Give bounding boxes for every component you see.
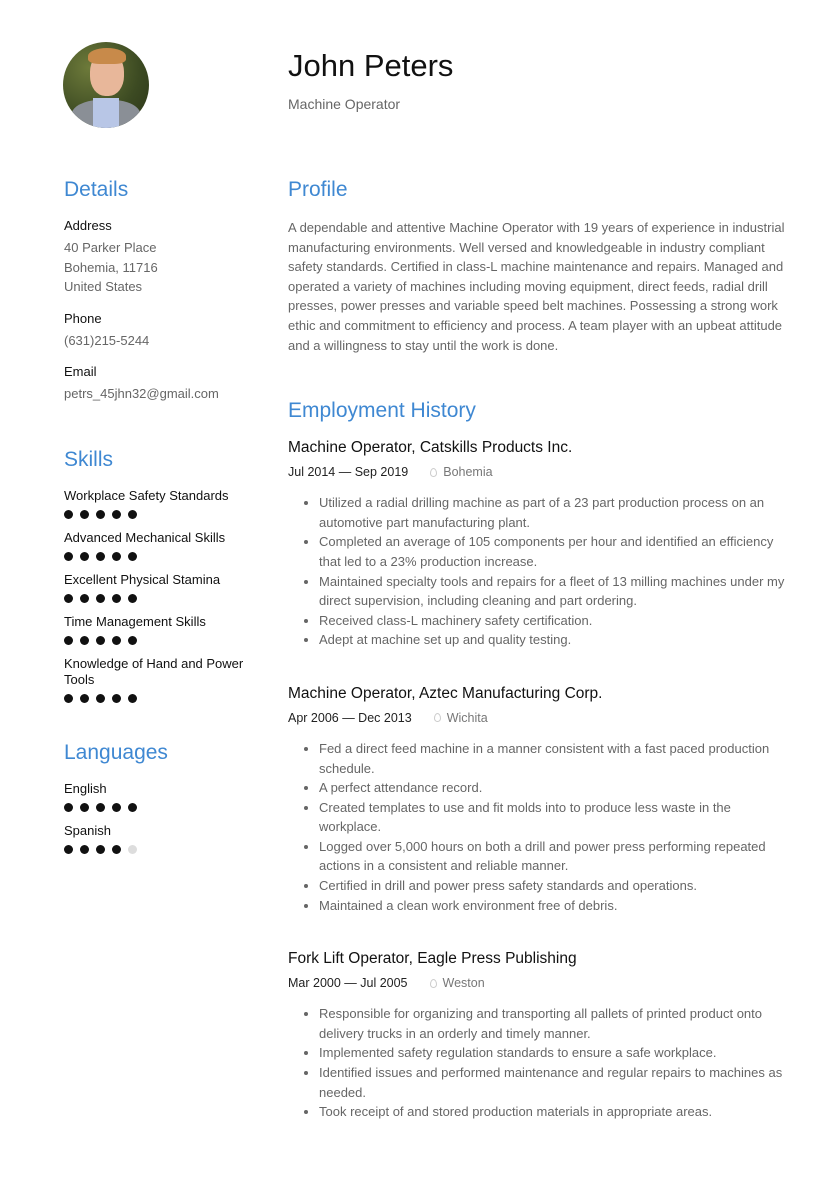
email-section (64, 364, 264, 404)
rating-dot-filled (80, 803, 89, 812)
profile-photo (63, 42, 149, 128)
rating-dot-filled (64, 552, 73, 561)
job-bullet: Certified in drill and power press safety standards and operations. (302, 876, 793, 896)
phone-label: Phone (64, 310, 102, 326)
skill-item (64, 614, 264, 645)
job-location (434, 711, 488, 725)
address-line: Bohemia, 11716 (64, 259, 158, 275)
rating-dot-filled (128, 803, 137, 812)
job-bullet: Maintained a clean work environment free of debris. (302, 896, 793, 916)
job-bullet: Took receipt of and stored production materials in appropriate areas. (302, 1102, 793, 1122)
main-content (288, 178, 793, 1157)
skill-name: Knowledge of Hand and Power Tools (64, 655, 244, 687)
location-pin-icon (430, 468, 437, 477)
job-location-text: Wichita (446, 710, 488, 725)
rating-dot-filled (96, 594, 105, 603)
skill-name: Workplace Safety Standards (64, 487, 229, 503)
job-bullet: Adept at machine set up and quality testing. (302, 630, 793, 650)
job-bullet: Identified issues and performed maintenance and regular repairs to machines as needed. (302, 1063, 793, 1102)
skills-list (64, 488, 264, 703)
skill-item (64, 656, 264, 703)
rating-dot-filled (96, 694, 105, 703)
job-bullet: Implemented safety regulation standards to ensure a safe workplace. (302, 1043, 793, 1063)
skill-item (64, 530, 264, 561)
job-entry (288, 950, 793, 1122)
rating-dot-filled (112, 694, 121, 703)
rating-dot-filled (64, 803, 73, 812)
address-line: United States (64, 279, 143, 294)
job-location-text: Weston (442, 976, 485, 991)
address-line: 40 Parker Place (64, 240, 157, 255)
rating-dot-filled (128, 510, 137, 519)
rating-dot-filled (128, 636, 137, 645)
rating-dot-filled (64, 594, 73, 603)
job-meta (288, 465, 793, 479)
rating-dot-filled (112, 594, 121, 603)
rating-dot-filled (64, 636, 73, 645)
job-bullets (288, 493, 793, 650)
job-title: Machine Operator (288, 96, 401, 112)
rating-dots (64, 694, 264, 703)
job-meta (288, 711, 793, 725)
languages-list (64, 781, 264, 854)
language-name: English (64, 780, 107, 796)
phone-value: (631)215-5244 (64, 332, 150, 348)
rating-dot-filled (96, 636, 105, 645)
rating-dots (64, 510, 264, 519)
job-bullet: Received class-L machinery safety certification. (302, 611, 793, 631)
details-heading: Details (64, 178, 129, 201)
location-pin-icon (434, 713, 441, 722)
address-section (64, 218, 264, 297)
rating-dot-filled (80, 510, 89, 519)
profile-heading: Profile (288, 178, 348, 201)
rating-dot-filled (112, 636, 121, 645)
job-bullet: Maintained specialty tools and repairs for a fleet of 13 milling machines under my direct supervision, including cleaning and part ordering. (302, 572, 793, 611)
skill-item (64, 488, 264, 519)
profile-text: A dependable and attentive Machine Operator with 19 years of experience in industrial manufacturing environments. Well versed and knowledgeable in industry compliant safety standards. Certified in class-L machine maintenance and repairs. Managed and operated a variety of machines including moving equipment, direct feeds, radial drill presses, power presses and variable speed belt machines. Possessing a strong work ethic and commitment to efficiency and process. A team player with an upbeat attitude and a willingness to stay until the work is done. (288, 220, 785, 353)
job-bullet: A perfect attendance record. (302, 778, 793, 798)
job-location-text: Bohemia (443, 465, 493, 480)
job-bullet: Logged over 5,000 hours on both a drill and power press performing repeated actions in a consistent and reliable manner. (302, 837, 793, 876)
candidate-name: John Peters (288, 48, 454, 83)
job-dates: Apr 2006 — Dec 2013 (288, 710, 412, 725)
skill-name: Time Management Skills (64, 613, 206, 629)
email-label: Email (64, 364, 97, 379)
skill-name: Excellent Physical Stamina (64, 571, 221, 587)
rating-dot-filled (96, 552, 105, 561)
employment-list (288, 439, 793, 1122)
rating-dot-filled (112, 803, 121, 812)
job-entry (288, 439, 793, 650)
job-title: Fork Lift Operator, Eagle Press Publishing (288, 950, 577, 968)
job-dates: Mar 2000 — Jul 2005 (288, 976, 408, 991)
rating-dot-filled (80, 694, 89, 703)
rating-dot-filled (80, 845, 89, 854)
rating-dots (64, 845, 264, 854)
job-bullets (288, 739, 793, 915)
job-bullet: Fed a direct feed machine in a manner consistent with a fast paced production schedule. (302, 739, 793, 778)
rating-dot-filled (112, 510, 121, 519)
job-title: Machine Operator, Aztec Manufacturing Corp. (288, 684, 603, 702)
job-bullet: Created templates to use and fit molds into to produce less waste in the workplace. (302, 798, 793, 837)
rating-dot-filled (96, 803, 105, 812)
phone-section (64, 311, 264, 351)
rating-dot-filled (128, 552, 137, 561)
languages-heading: Languages (64, 740, 168, 764)
rating-dot-filled (64, 510, 73, 519)
skill-item (64, 572, 264, 603)
email-value: petrs_45jhn32@gmail.com (64, 386, 219, 401)
rating-dot-filled (128, 594, 137, 603)
skill-name: Advanced Mechanical Skills (64, 529, 226, 545)
rating-dot-filled (80, 594, 89, 603)
language-item (64, 823, 264, 854)
skills-heading: Skills (64, 447, 114, 471)
rating-dot-filled (128, 694, 137, 703)
rating-dot-filled (96, 845, 105, 854)
address-label: Address (64, 218, 112, 233)
rating-dot-filled (80, 636, 89, 645)
rating-dot-filled (112, 845, 121, 854)
job-bullet: Responsible for organizing and transporting all pallets of printed product onto delivery trucks in an orderly and timely manner. (302, 1004, 793, 1043)
job-meta (288, 976, 793, 990)
rating-dots (64, 594, 264, 603)
language-name: Spanish (64, 822, 111, 838)
job-entry (288, 685, 793, 915)
job-bullet: Utilized a radial drilling machine as part of a 23 part production process on an automotive part manufacturing plant. (302, 493, 793, 532)
rating-dot-filled (80, 552, 89, 561)
sidebar (64, 178, 264, 865)
job-dates: Jul 2014 — Sep 2019 (288, 465, 409, 480)
job-location (430, 976, 485, 990)
employment-heading: Employment History (288, 399, 476, 423)
rating-dot-empty (128, 845, 137, 854)
rating-dots (64, 552, 264, 561)
language-item (64, 781, 264, 812)
rating-dot-filled (64, 845, 73, 854)
job-bullets (288, 1004, 793, 1122)
rating-dot-filled (112, 552, 121, 561)
rating-dot-filled (96, 510, 105, 519)
rating-dots (64, 636, 264, 645)
rating-dots (64, 803, 264, 812)
location-pin-icon (430, 979, 437, 988)
job-location (430, 465, 492, 479)
rating-dot-filled (64, 694, 73, 703)
job-bullet: Completed an average of 105 components per hour and identified an efficiency that led to a 23% production increase. (302, 532, 793, 571)
job-title: Machine Operator, Catskills Products Inc. (288, 439, 573, 457)
